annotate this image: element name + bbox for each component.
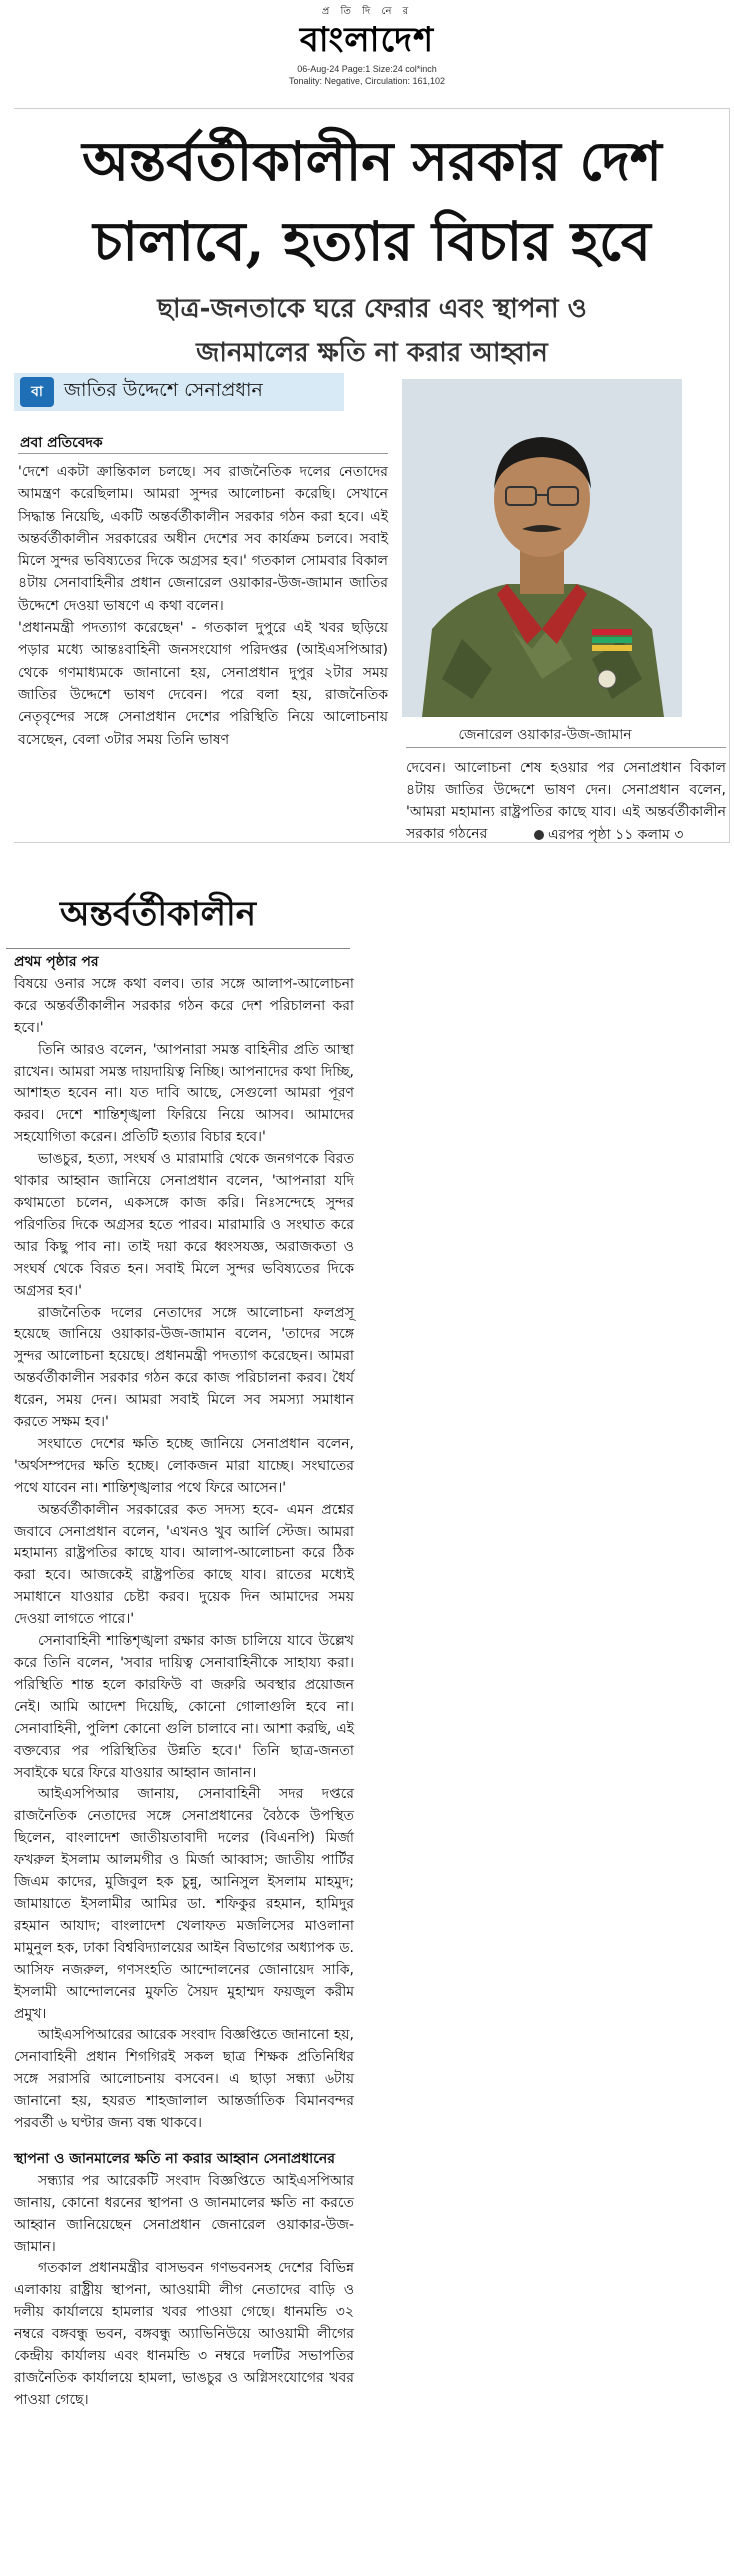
bullet-icon (534, 830, 544, 840)
article-body-right: দেবেন। আলোচনা শেষ হওয়ার পর সেনাপ্রধান বিকাল ৪টায় জাতির উদ্দেশে ভাষণ দেন। সেনাপ্রধান বলেন, 'আমরা মহামান্য রাষ্ট্রপতির কাছে যাব। এই অন্তর্বর্তীকালীন সরকার গঠনের (406, 760, 726, 842)
paragraph: সেনাবাহিনী শান্তিশৃঙ্খলা রক্ষার কাজ চালিয়ে যাবে উল্লেখ করে তিনি বলেন, 'সবার দায়িত্ব সেনাবাহিনীকে সাহায্য করা। পরিস্থিতি শান্ত হলে কারফিউ বা জরুরি অবস্থার প্রয়োজন নেই। আমি আদেশ দিয়েছি, কোনো গোলাগুলি হবে না। সেনাবাহিনী, পুলিশ কোনো গুলি চালাবে না। আশা করছি, এই বক্তব্যের পর পরিস্থিতির উন্নতি হবে।' তিনি ছাত্র-জনতা সবাইকে ঘরে ফিরে যাওয়ার আহ্বান জানান। (14, 1633, 354, 1781)
masthead-tagline: প্র তি দি নে র (321, 6, 413, 17)
continuation-body (14, 952, 354, 2412)
paragraph: ভাঙচুর, হত্যা, সংঘর্ষ ও মারামারি থেকে জনগণকে বিরত থাকার আহ্বান জানিয়ে সেনাপ্রধান বলেন, 'আপনারা যদি কথামতো চলেন, একসঙ্গে কাজ করি। নিঃসন্দেহে সুন্দর পরিণতির দিকে অগ্রসর হতে পারব। মারামারি ও সংঘাত করে আর কিছু পাব না। তাই দয়া করে ধ্বংসযজ্ঞ, অরাজকতা ও সংঘর্ষ থেকে বিরত হন। সবাই মিলে সুন্দর ভবিষ্যতের দিকে অগ্রসর হব।' (14, 1151, 354, 1299)
subheadline (14, 287, 730, 375)
continued-note (534, 823, 683, 847)
paragraph: আইএসপিআর জানায়, সেনাবাহিনী সদর দপ্তরে রাজনৈতিক নেতাদের সঙ্গে সেনাপ্রধানের বৈঠকে উপস্থিত ছিলেন, বাংলাদেশ জাতীয়তাবাদী দলের (বিএনপি) মির্জা ফখরুল ইসলাম আলমগীর ও মির্জা আব্বাস; জাতীয় পার্টির জিএম কাদের, মুজিবুল হক চুন্নু, আনিসুল ইসলাম মাহমুদ; জামায়াতে ইসলামীর আমির ডা. শফিকুর রহমান, হামিদুর রহমান আযাদ; বাংলাদেশ খেলাফত মজলিসের মাওলানা মামুনুল হক, ঢাকা বিশ্ববিদ্যালয়ের আইন বিভাগের অধ্যাপক ড. আসিফ নজরুল, গণসংহতি আন্দোলনের জোনায়েদ সাকি, ইসলামী আন্দোলনের মুফতি সৈয়দ মুহাম্মদ ফয়জুল করীম প্রমুখ। (14, 1786, 354, 2022)
paragraph: 'দেশে একটা ক্রান্তিকাল চলছে। সব রাজনৈতিক দলের নেতাদের আমন্ত্রণ করেছিলাম। আমরা সুন্দর আলোচনা করেছি। সেখানে সিদ্ধান্ত নিয়েছি, একটি অন্তর্বর্তীকালীন সরকার গঠন করা হবে। এই অন্তর্বর্তীকালীন সরকারের অধীন দেশের সব কার্যক্রম চলবে। সবাই মিলে সুন্দর ভবিষ্যতের দিকে অগ্রসর হব।' গতকাল সোমবার বিকাল ৪টায় সেনাবাহিনীর প্রধান জেনারেল ওয়াকার-উজ-জামান জাতির উদ্দেশে দেওয়া ভাষণে এ কথা বলেন। (18, 464, 388, 614)
portrait-image (402, 379, 682, 717)
continuation-clipping (0, 868, 734, 2560)
continued-text: এরপর পৃষ্ঠা ১১ কলাম ৩ (548, 827, 684, 843)
newspaper-logo: বাংলাদেশ (299, 20, 435, 60)
paragraph: আইএসপিআরের আরেক সংবাদ বিজ্ঞপ্তিতে জানানো হয়, সেনাবাহিনী প্রধান শিগগিরই সকল ছাত্র শিক্ষক প্রতিনিধির সঙ্গে সরাসরি আলোচনায় বসবেন। এ ছাড়া সন্ধ্যা ৬টায় জানানো হয়, হযরত শাহজালাল আন্তর্জাতিক বিমানবন্দর পরবর্তী ৬ ঘণ্টার জন্য বন্ধ থাকবে। (14, 2027, 354, 2132)
army-chief-photo (402, 379, 682, 717)
photo-caption: জেনারেল ওয়াকার-উজ-জামান (458, 727, 632, 743)
clipping-meta: 06-Aug-24 Page:1 Size:24 col*inch (297, 64, 437, 74)
paragraph: 'প্রধানমন্ত্রী পদত্যাগ করেছেন' - গতকাল দুপুরে এই খবর ছড়িয়ে পড়ার মধ্যে আন্তঃবাহিনী জনসংযোগ পরিদপ্তর (আইএসপিআর) থেকে গণমাধ্যমকে জানানো হয়, সেনাপ্রধান দুপুর ২টার সময় জাতির উদ্দেশে ভাষণ দেবেন। পরে বলা হয়, রাজনৈতিক নেতৃবৃন্দের সঙ্গে সেনাপ্রধান দেশের পরিস্থিতি নিয়ে আলোচনায় বসেছেন, বেলা ৩টার সময় তিনি ভাষণ (18, 620, 388, 748)
clipping-tonality: Tonality: Negative, Circulation: 161,102 (288, 76, 446, 86)
kicker-text: জাতির উদ্দেশে সেনাপ্রধান (64, 379, 263, 401)
continued-from-label: প্রথম পৃষ্ঠার পর (14, 954, 99, 970)
title-divider (6, 948, 350, 949)
continuation-title: অন্তর্বর্তীকালীন (60, 894, 257, 934)
headline-line-2: চালাবে, হত্যার বিচার হবে (93, 209, 651, 273)
paragraph: অন্তর্বর্তীকালীন সরকারের কত সদস্য হবে- এমন প্রশ্নের জবাবে সেনাপ্রধান বলেন, 'এখনও খুব আর্লি স্টেজ। আমরা মহামান্য রাষ্ট্রপতির কাছে যাব। আলাপ-আলোচনা করে ঠিক করা হবে। আজকেই রাষ্ট্রপতির কাছে যাব। রাতের মধ্যেই সমাধানে যাওয়ার চেষ্টা করব। দুয়েক দিন আমাদের সময় দেওয়া লাগতে পারে।' (14, 1501, 354, 1628)
kicker-logo-icon: বা (20, 377, 54, 407)
subheadline-line-1: ছাত্র-জনতাকে ঘরে ফেরার এবং স্থাপনা ও (157, 294, 587, 324)
article-body-left (18, 461, 388, 751)
paragraph: রাজনৈতিক দলের নেতাদের সঙ্গে আলোচনা ফলপ্রসূ হয়েছে জানিয়ে ওয়াকার-উজ-জামান বলেন, 'তাদের সঙ্গে সুন্দর আলোচনা হয়েছে। প্রধানমন্ত্রী পদত্যাগ করেছেন। আমরা অন্তর্বর্তীকালীন সরকার গঠন করে কাজ পরিচালনা করব। ধৈর্য ধরেন, সময় দেন। আমরা সবাই মিলে সব সমস্যা সমাধান করতে সক্ষম হব।' (14, 1304, 354, 1431)
subheadline-line-2: জানমালের ক্ষতি না করার আহ্বান (196, 338, 548, 368)
byline: প্রবা প্রতিবেদক (20, 435, 103, 451)
paragraph: সন্ধ্যার পর আরেকটি সংবাদ বিজ্ঞপ্তিতে আইএসপিআর জানায়, কোনো ধরনের স্থাপনা ও জানমালের ক্ষতি না করতে আহ্বান জানিয়েছেন সেনাপ্রধান জেনারেল ওয়াকার-উজ-জামান। (14, 2172, 354, 2255)
byline-divider (18, 453, 388, 454)
headline (14, 121, 730, 281)
section-subhead: স্থাপনা ও জানমালের ক্ষতি না করার আহ্বান সেনাপ্রধানের (14, 2150, 335, 2167)
caption-divider (406, 747, 726, 748)
section-kicker (14, 373, 344, 411)
paragraph: সংঘাতে দেশের ক্ষতি হচ্ছে জানিয়ে সেনাপ্রধান বলেন, 'অর্থসম্পদের ক্ষতি হচ্ছে। লোকজন মারা যাচ্ছে। সংঘাতের পথে যাবেন না। শান্তিশৃঙ্খলার পথে ফিরে আসেন।' (14, 1435, 354, 1496)
paragraph: গতকাল প্রধানমন্ত্রীর বাসভবন গণভবনসহ দেশের বিভিন্ন এলাকায় রাষ্ট্রীয় স্থাপনা, আওয়ামী লীগ নেতাদের বাড়ি ও দলীয় কার্যালয়ে হামলার খবর পাওয়া গেছে। ধানমন্ডি ৩২ নম্বরে বঙ্গবন্ধু ভবন, বঙ্গবন্ধু অ্যাভিনিউয়ে আওয়ামী লীগের কেন্দ্রীয় কার্যালয় এবং ধানমন্ডি ৩ নম্বরে দলটির সভাপতির রাজনৈতিক কার্যালয়ে হামলা, ভাঙচুর ও অগ্নিসংযোগের খবর পাওয়া গেছে। (14, 2260, 354, 2408)
paragraph: বিষয়ে ওনার সঙ্গে কথা বলব। তার সঙ্গে আলাপ-আলোচনা করে অন্তর্বর্তীকালীন সরকার গঠন করে দেশ পরিচালনা করা হবে।' (14, 975, 354, 1036)
front-page-clipping (14, 108, 730, 843)
masthead (0, 0, 734, 108)
paragraph: তিনি আরও বলেন, 'আপনারা সমস্ত বাহিনীর প্রতি আস্থা রাখেন। আমরা সমস্ত দায়দায়িত্ব নিচ্ছি। আপনাদের কথা দিচ্ছি, আশাহত হবেন না। যত দাবি আছে, সেগুলো আমরা পূরণ করব। দেশে শান্তিশৃঙ্খলা ফিরিয়ে নিয়ে আসব। আমাদের সহযোগিতা করেন। প্রতিটি হত্যার বিচার হবে।' (14, 1041, 354, 1146)
headline-line-1: অন্তর্বর্তীকালীন সরকার দেশ (82, 129, 662, 193)
